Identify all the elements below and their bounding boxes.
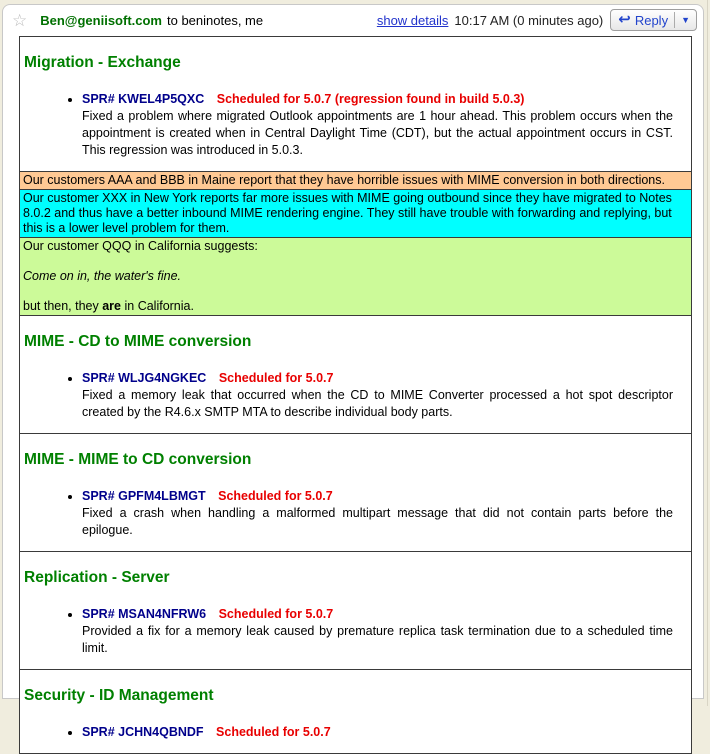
release-notes-table [19,36,692,754]
schedule-label: Scheduled for 5.0.7 (regression found in build 5.0.3) [216,92,525,106]
spr-list [24,606,673,657]
callout-text-suffix: in California. [121,299,194,313]
star-icon[interactable]: ☆ [12,10,28,30]
spr-item [82,370,673,421]
section-heading: Security - ID Management [24,687,214,704]
section-mime-cd-to-mime [20,315,691,433]
callout-cyan [20,189,691,237]
schedule-label: Scheduled for 5.0.7 [216,725,331,739]
callout-orange [20,171,691,189]
spr-item [82,724,673,741]
schedule-label: Scheduled for 5.0.7 [218,371,334,385]
spr-description: Fixed a crash when handling a malformed multipart message that did not contain parts before the epilogue. [82,506,673,537]
message-header [3,5,703,32]
spr-line [82,488,673,505]
callout-green [20,237,691,315]
section-heading: MIME - MIME to CD conversion [24,451,252,468]
section-migration-exchange [20,37,691,171]
window-edge-line [707,0,708,706]
section-heading: Migration - Exchange [24,54,181,71]
spr-line [82,370,673,387]
reply-dropdown-icon[interactable]: ▼ [681,15,690,25]
section-heading: MIME - CD to MIME conversion [24,333,252,350]
spr-number: SPR# MSAN4NFRW6 [82,607,207,621]
recipients-text: to beninotes, me [167,12,264,28]
section-mime-to-cd [20,433,691,551]
section-security-id-management [20,669,691,753]
spr-list [24,370,673,421]
callout-text [23,299,688,314]
message-card [2,4,704,739]
callout-text-bold: are [102,299,122,313]
spr-number: SPR# JCHN4QBNDF [82,725,204,739]
spr-item [82,488,673,539]
spr-list [24,91,673,159]
spr-description: Fixed a problem where migrated Outlook appointments are 1 hour ahead. This problem occurs when the appointment is created when in Central Daylight Time (CDT), but the actual appointment occurs in CST. This regression was introduced in 5.0.3. [82,109,673,157]
schedule-label: Scheduled for 5.0.7 [218,607,334,621]
spr-list [24,488,673,539]
reply-button[interactable] [610,9,697,31]
spr-number: SPR# GPFM4LBMGT [82,489,206,503]
spr-item [82,91,673,159]
callout-quote: Come on in, the water's fine. [23,269,182,283]
callout-text-prefix: but then, they [23,299,103,313]
reply-arrow-icon: ↩ [618,10,631,28]
callout-text: Our customer QQQ in California suggests: [23,239,258,253]
reply-separator [674,12,675,28]
section-heading: Replication - Server [24,569,170,586]
spr-number: SPR# KWEL4P5QXC [82,92,205,106]
spr-list [24,724,673,741]
spr-item [82,606,673,657]
reply-label: Reply [634,12,669,28]
show-details-link[interactable]: show details [376,12,449,28]
sender-email[interactable]: Ben@geniisoft.com [40,12,162,28]
spr-number: SPR# WLJG4NGKEC [82,371,207,385]
spr-line [82,724,673,741]
spr-line [82,606,673,623]
spr-line [82,91,673,108]
schedule-label: Scheduled for 5.0.7 [218,489,333,503]
callout-text: Our customer XXX in New York reports far more issues with MIME going outbound since they have migrated to Notes 8.0.2 and thus have a better inbound MIME rendering engine. They still have trouble with forwarding and replying, but this is a lower level problem for them. [23,191,672,235]
callout-text: Our customers AAA and BBB in Maine report that they have horrible issues with MIME conversion in both directions. [23,173,665,187]
timestamp: 10:17 AM (0 minutes ago) [454,12,604,28]
section-replication-server [20,551,691,669]
spr-description: Fixed a memory leak that occurred when the CD to MIME Converter processed a hot spot descriptor created by the R4.6.x SMTP MTA to describe individual body parts. [82,388,673,419]
spr-description: Provided a fix for a memory leak caused by premature replica task termination due to a scheduled time limit. [82,624,673,655]
